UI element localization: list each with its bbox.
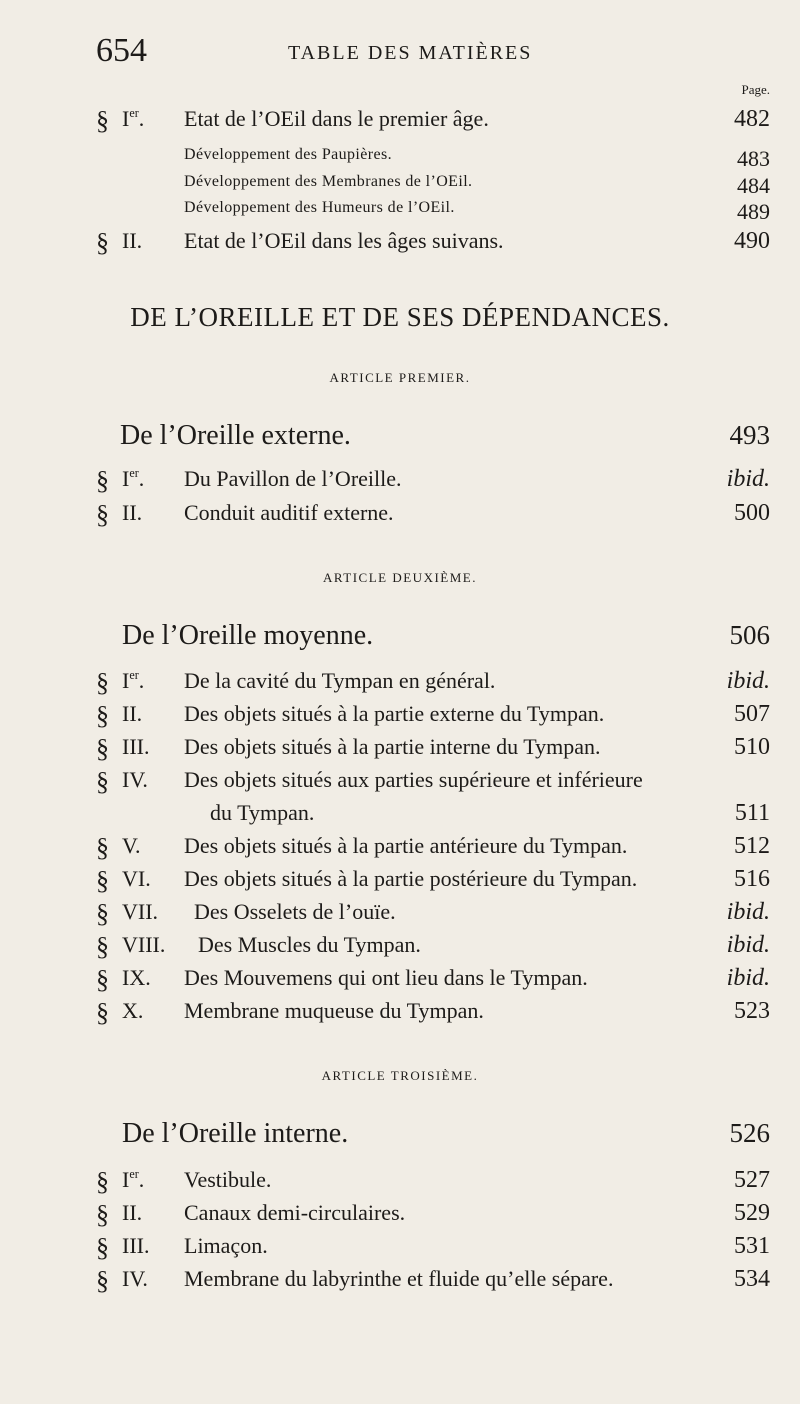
entry-text: Des objets situés à la partie postérieure du Tympan. [184,866,638,891]
section-sign: § [96,833,109,862]
entry-number: Ier. [122,1167,145,1193]
heading-page: 526 [729,1118,770,1148]
heading-text: De l’Oreille moyenne. [122,620,374,651]
section-sign: § [96,899,109,928]
article-label: ARTICLE PREMIER. [329,370,471,385]
section-sign: § [96,767,109,796]
entry-text: Des Muscles du Tympan. [198,932,421,957]
entry-text: Limaçon. [184,1233,268,1258]
entry-number: IV. [122,1266,148,1291]
entry-number: Ier. [122,466,145,492]
section-sign: § [96,106,109,135]
entry-page: 507 [734,701,770,727]
entry-number: Ier. [122,668,145,694]
entry-text: Des objets situés à la partie interne du Tympan. [184,734,601,759]
entry-page: 510 [734,734,770,760]
page-number: 654 [96,32,147,69]
entry-page: 529 [734,1200,770,1226]
entry-number: IX. [122,965,151,990]
section-sign: § [96,1200,109,1229]
entry-page: ibid. [726,466,770,492]
entry-text: Canaux demi-circulaires. [184,1200,406,1225]
section-sign: § [96,866,109,895]
entry-page: ibid. [726,899,770,925]
entry-text: Membrane du labyrinthe et fluide qu’elle sépare. [184,1266,614,1291]
entry-page: 482 [734,106,770,132]
entry-text: Des objets situés à la partie externe du Tympan. [184,701,605,726]
entry-number: VI. [122,866,151,891]
entry-page: 512 [734,833,770,859]
entry-text: Vestibule. [184,1167,272,1192]
entry-text: Des Osselets de l’ouïe. [194,899,396,924]
section-sign: § [96,1233,109,1262]
entry-number: X. [122,998,144,1023]
entry-page: 483 [737,146,770,171]
section-sign: § [96,1167,109,1196]
page-column-label: Page. [741,82,770,97]
section-sign: § [96,668,109,697]
entry-page: 489 [737,199,770,224]
entry-page: 511 [734,800,770,826]
entry-page: 531 [734,1233,770,1259]
entry-page: 523 [734,998,770,1024]
entry-number: Ier. [122,106,145,132]
entry-text: Développement des Humeurs de l’OEil. [184,199,455,216]
entry-number: II. [122,228,143,253]
entry-page: 527 [734,1167,770,1193]
entry-page: 490 [734,228,770,254]
entry-number: II. [122,701,143,726]
entry-number: II. [122,500,143,525]
entry-number: VIII. [122,932,166,957]
entry-text: Développement des Paupières. [184,146,393,163]
entry-number: III. [122,734,150,759]
entry-number: IV. [122,767,148,792]
entry-text: Développement des Membranes de l’OEil. [184,173,473,190]
entry-text: Etat de l’OEil dans les âges suivans. [184,228,504,253]
part-title: DE L’OREILLE ET DE SES DÉPENDANCES. [130,302,670,332]
entry-page: ibid. [726,668,770,694]
entry-number: II. [122,1200,143,1225]
entry-page: 484 [737,173,770,198]
heading-page: 506 [729,620,770,650]
running-title: TABLE DES MATIÈRES [288,42,533,64]
entry-text: Membrane muqueuse du Tympan. [184,998,484,1023]
section-sign: § [96,1266,109,1295]
heading-text: De l’Oreille interne. [122,1118,349,1149]
entry-text: Du Pavillon de l’Oreille. [184,466,402,491]
heading-text: De l’Oreille externe. [120,420,351,451]
section-sign: § [96,701,109,730]
section-sign: § [96,998,109,1027]
entry-text: Des Mouvemens qui ont lieu dans le Tympan. [184,965,588,990]
section-sign: § [96,734,109,763]
section-sign: § [96,965,109,994]
entry-page: 516 [734,866,770,892]
section-sign: § [96,466,109,495]
section-sign: § [96,500,109,529]
entry-number: VII. [122,899,159,924]
entry-text: du Tympan. [210,800,315,825]
section-sign: § [96,228,109,257]
entry-text: De la cavité du Tympan en général. [184,668,496,693]
article-label: ARTICLE DEUXIÈME. [323,570,477,585]
entry-page: 534 [734,1266,770,1292]
section-sign: § [96,932,109,961]
entry-text: Des objets situés aux parties supérieure et inférieure [184,767,643,792]
heading-page: 493 [729,420,770,450]
entry-text: Etat de l’OEil dans le premier âge. [184,106,489,131]
entry-page: 500 [734,500,770,526]
entry-page: ibid. [726,932,770,958]
entry-text: Conduit auditif externe. [184,500,394,525]
entry-text: Des objets situés à la partie antérieure du Tympan. [184,833,628,858]
entry-page: ibid. [726,965,770,991]
entry-number: III. [122,1233,150,1258]
article-label: ARTICLE TROISIÈME. [321,1068,479,1083]
entry-number: V. [122,833,141,858]
